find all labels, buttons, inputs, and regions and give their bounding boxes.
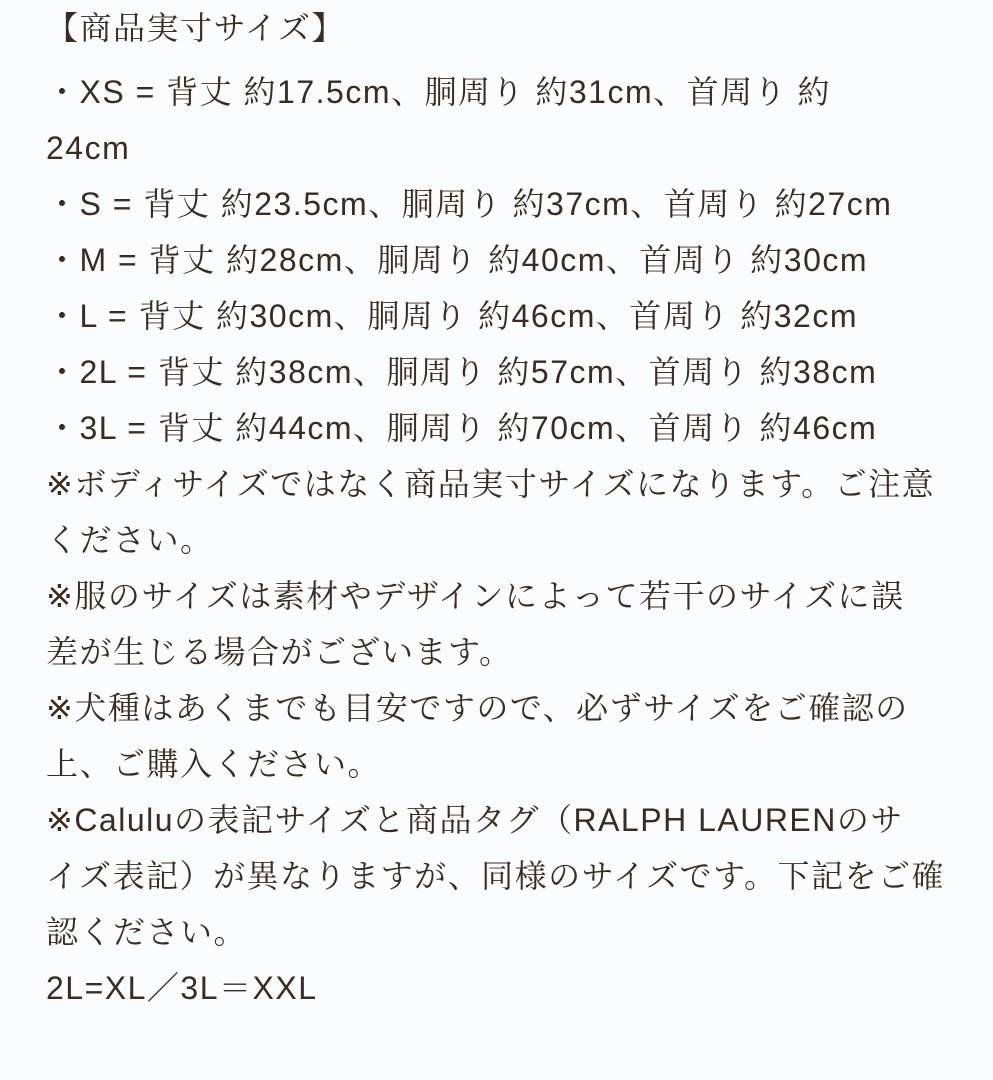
notes-list [46,456,957,960]
text-line: ※服のサイズは素材やデザインによって若干のサイズに誤 [46,578,905,614]
text-line: ・S = 背丈 約23.5cm、胴周り 約37cm、首周り 約27cm [46,186,893,222]
text-line: ・3L = 背丈 約44cm、胴周り 約70cm、首周り 約46cm [46,410,878,446]
text-line: 上、ご購入ください。 [46,746,382,782]
size-item-xs [46,64,957,176]
text-line: 認ください。 [46,914,248,950]
size-item-3l [46,400,957,456]
text-line: ください。 [46,522,214,558]
page-title: 【商品実寸サイズ】 [46,10,345,46]
text-line: ※Caluluの表記サイズと商品タグ（RALPH LAURENのサ [46,802,904,838]
text-line: 24cm [46,130,131,166]
note-item-2 [46,568,957,680]
size-list [46,64,957,456]
text-line: ※犬種はあくまでも目安ですので、必ずサイズをご確認の [46,690,909,726]
note-item-4 [46,792,957,960]
note-item-3 [46,680,957,792]
text-line: 差が生じる場合がございます。 [46,634,513,670]
size-item-s [46,176,957,232]
text-line: ・M = 背丈 約28cm、胴周り 約40cm、首周り 約30cm [46,242,869,278]
text-line: ・L = 背丈 約30cm、胴周り 約46cm、首周り 約32cm [46,298,859,334]
text-line: ・2L = 背丈 約38cm、胴周り 約57cm、首周り 約38cm [46,354,878,390]
size-item-m [46,232,957,288]
text-line: ※ボディサイズではなく商品実寸サイズになります。ご注意 [46,466,936,502]
size-conversion-note: 2L=XL／3L＝XXL [46,970,318,1006]
note-item-1 [46,456,957,568]
text-line: イズ表記）が異なりますが、同様のサイズです。下記をご確 [46,858,946,894]
text-line: ・XS = 背丈 約17.5cm、胴周り 約31cm、首周り 約 [46,74,832,110]
size-item-l [46,288,957,344]
size-item-2l [46,344,957,400]
